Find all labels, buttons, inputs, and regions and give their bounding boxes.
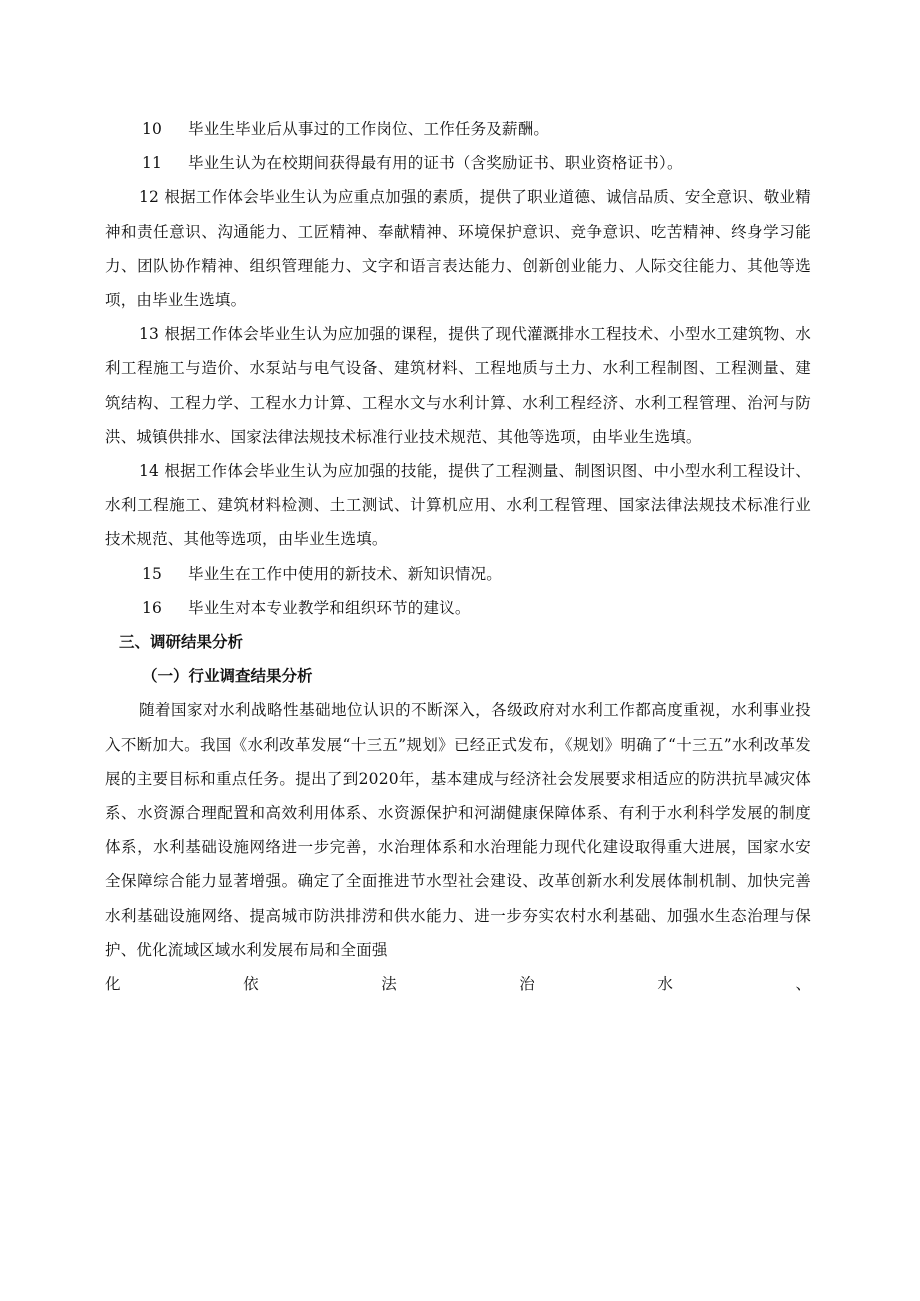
item-number: 11	[142, 154, 163, 173]
justified-last-line	[105, 967, 811, 1001]
spread-char: 法	[381, 975, 397, 994]
paragraph-14: 14 根据工作体会毕业生认为应加强的技能，提供了工程测量、制图识图、中小型水利工程设计、水利工程施工、建筑材料检测、土工测试、计算机应用、水利工程管理、国家法律法规技术标准行业技术规范、其他等选项，由毕业生选填。	[105, 462, 811, 549]
subsection-heading: （一）行业调查结果分析	[142, 667, 313, 686]
item-number: 10	[142, 120, 163, 138]
spread-char: 治	[519, 975, 535, 994]
list-item-16	[105, 591, 811, 625]
list-item-10	[105, 112, 811, 146]
spread-char: 化	[105, 975, 121, 994]
item-text: 毕业生对本专业教学和组织环节的建议。	[188, 598, 471, 617]
document-body	[105, 112, 811, 1001]
body-paragraph: 随着国家对水利战略性基础地位认识的不断深入，各级政府对水利工作都高度重视，水利事业投入不断加大。我国《水利改革发展“十三五”规划》已经正式发布，《规划》明确了“十三五”水利改革发展的主要目标和重点任务。提出了到2020年，基本建成与经济社会发展要求相适应的防洪抗旱减灾体系、水资源合理配置和高效利用体系、水资源保护和河湖健康保障体系、有利于水利科学发展的制度体系，水利基础设施网络进一步完善，水治理体系和水治理能力现代化建设取得重大进展，国家水安全保障综合能力显著增强。确定了全面推进节水型社会建设、改革创新水利发展体制机制、加快完善水利基础设施网络、提高城市防洪排涝和供水能力、进一步夯实农村水利基础、加强水生态治理与保护、优化流域区域水利发展布局和全面强	[105, 701, 811, 959]
list-item-11	[105, 146, 811, 180]
spread-char: 水	[657, 975, 673, 994]
paragraph-12: 12 根据工作体会毕业生认为应重点加强的素质，提供了职业道德、诚信品质、安全意识、敬业精神和责任意识、沟通能力、工匠精神、奉献精神、环境保护意识、竞争意识、吃苦精神、终身学习能力、团队协作精神、组织管理能力、文字和语言表达能力、创新创业能力、人际交往能力、其他等选项，由毕业生选填。	[105, 188, 811, 310]
list-item-15	[105, 557, 811, 591]
spread-char: 依	[243, 975, 259, 994]
item-text: 毕业生在工作中使用的新技术、新知识情况。	[188, 564, 503, 583]
item-number: 15	[142, 564, 163, 583]
item-text: 毕业生认为在校期间获得最有用的证书（含奖励证书、职业资格证书）。	[188, 154, 683, 173]
item-number: 16	[142, 598, 163, 617]
item-text: 毕业生毕业后从事过的工作岗位、工作任务及薪酬。	[188, 120, 550, 138]
section-heading: 三、调研结果分析	[119, 633, 244, 652]
spread-char: 、	[795, 975, 811, 994]
paragraph-13: 13 根据工作体会毕业生认为应加强的课程，提供了现代灌溉排水工程技术、小型水工建筑物、水利工程施工与造价、水泵站与电气设备、建筑材料、工程地质与土力、水利工程制图、工程测量、建筑结构、工程力学、工程水力计算、工程水文与水利计算、水利工程经济、水利工程管理、治河与防洪、城镇供排水、国家法律法规技术标准行业技术规范、其他等选项，由毕业生选填。	[105, 325, 811, 446]
